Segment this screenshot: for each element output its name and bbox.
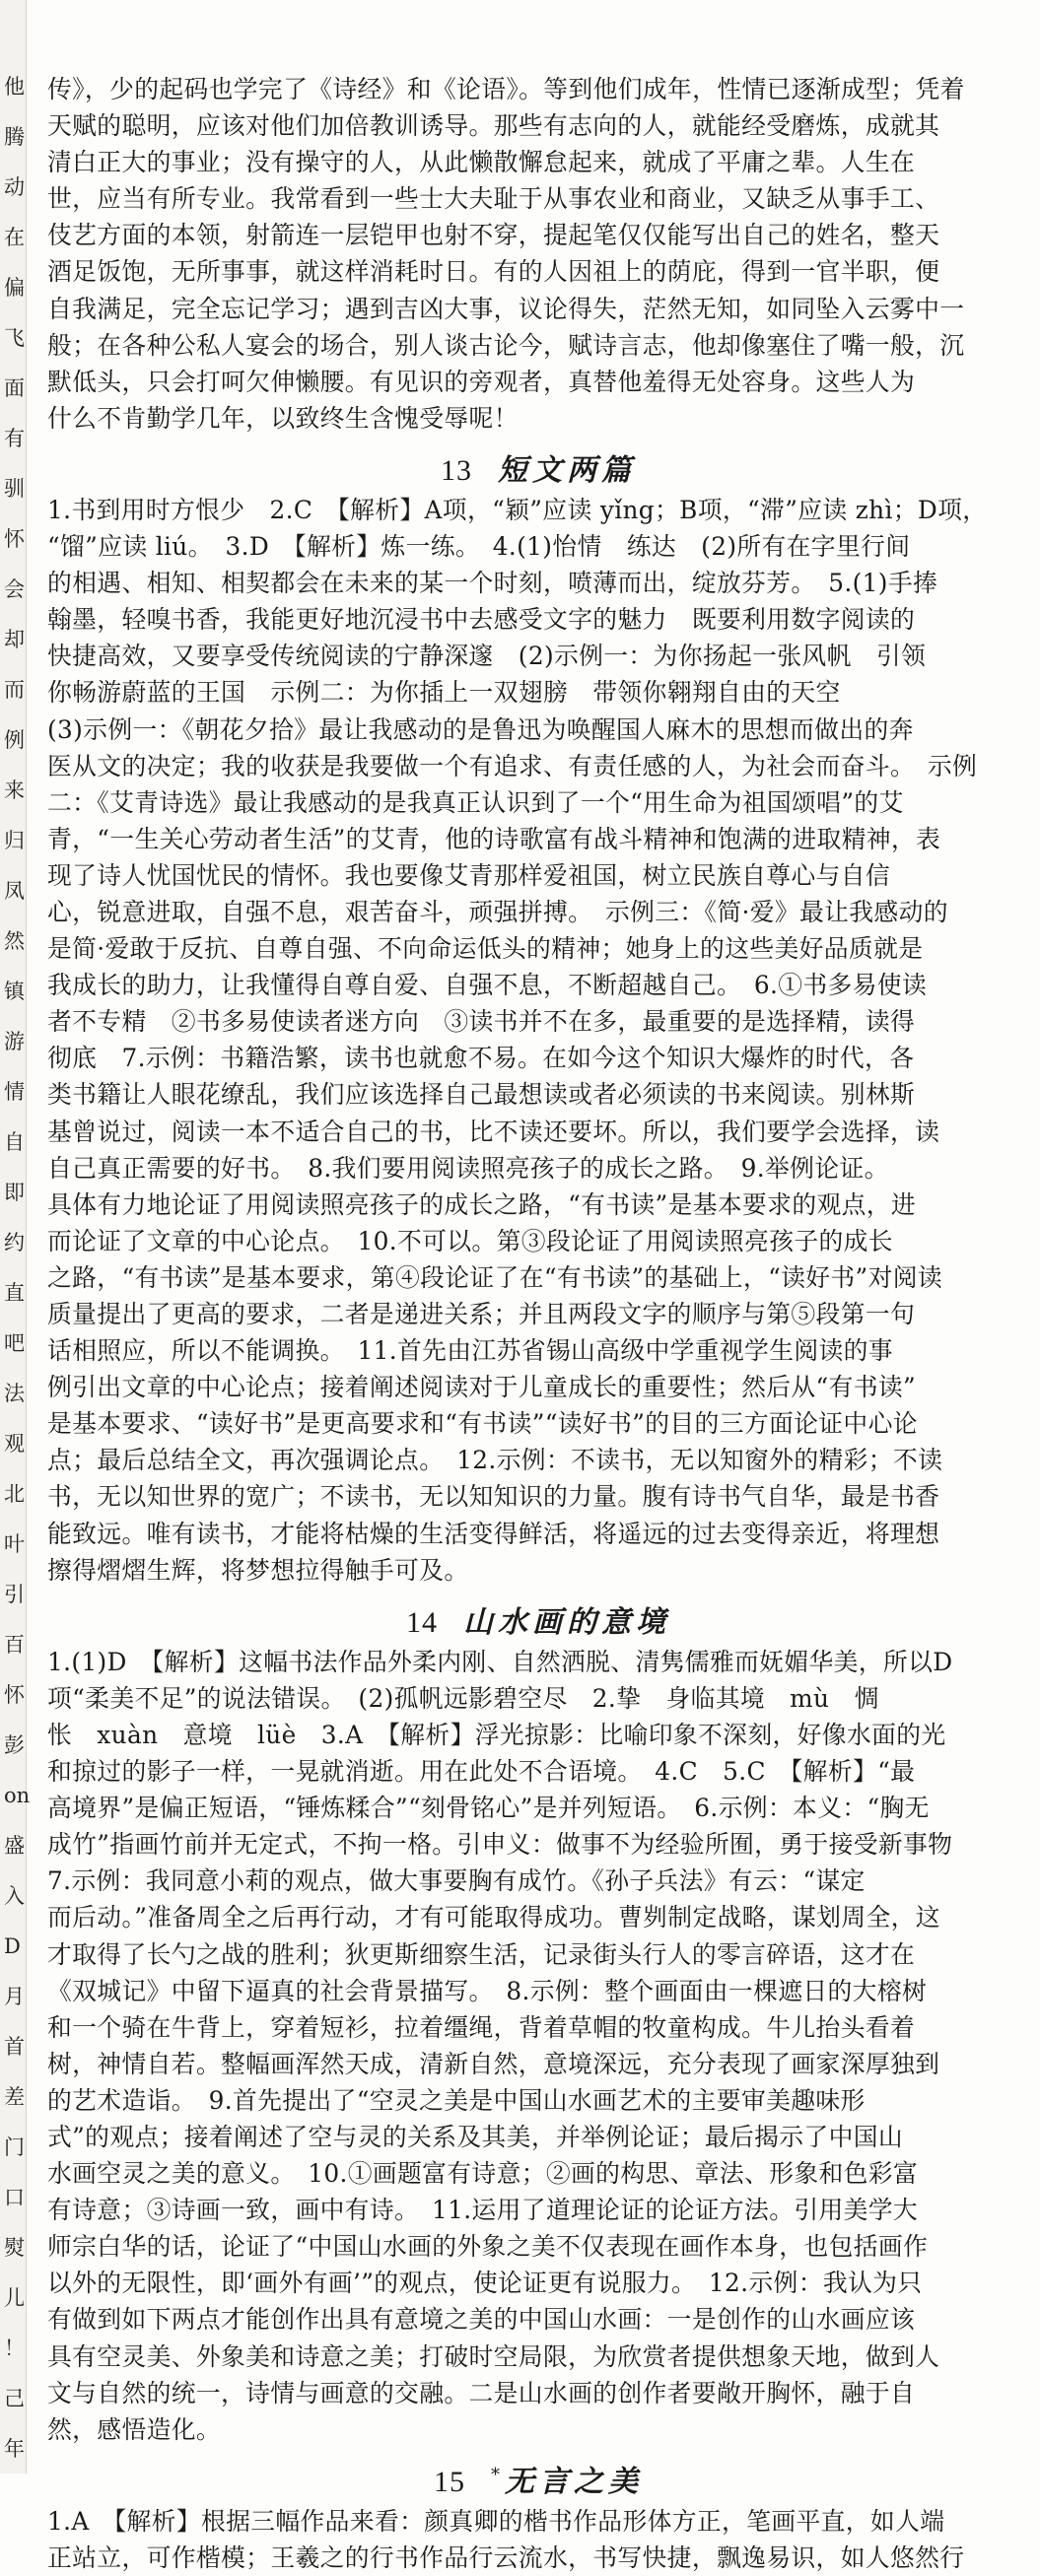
margin-char: 吧 <box>4 1331 25 1355</box>
margin-char: 然 <box>4 929 25 953</box>
margin-char: 约 <box>4 1231 25 1254</box>
text-line: 1.书到用时方恨少 2.C 【解析】A项，“颖”应读 yǐng；B项，“滞”应读 zhì；D项， <box>47 495 988 524</box>
text-line: 和一个骑在牛背上，穿着短衫，拉着缰绳，背着草帽的牧童构成。牛儿抬头看着 <box>47 2012 916 2042</box>
margin-char: 来 <box>4 779 25 802</box>
margin-char: 北 <box>4 1482 25 1506</box>
text-line: 具体有力地论证了用阅读照亮孩子的成长之路，“有书读”是基本要求的观点，进 <box>47 1189 917 1219</box>
margin-char: 动 <box>4 175 25 199</box>
margin-char: 会 <box>4 577 25 601</box>
text-line: 之路，“有书读”是基本要求，第④段论证了在“有书读”的基础上，“读好书”对阅读 <box>47 1262 943 1292</box>
section-heading <box>47 1589 1029 1644</box>
text-line: 师宗白华的话，论证了“中国山水画的外象之美不仅表现在画作本身，也包括画作 <box>47 2232 929 2262</box>
text-line: 快捷高效，又要享受传统阅读的宁静深邃 (2)示例一：为你扬起一张风帆 引领 <box>47 642 927 671</box>
text-line: 彻底 7.示例：书籍浩繁，读书也就愈不易。在如今这个知识大爆炸的时代，各 <box>47 1044 915 1073</box>
section-heading <box>47 437 1029 492</box>
text-line: 世，应当有所专业。我常看到一些士大夫耻于从事农业和商业，又缺乏从事手工、 <box>47 184 940 214</box>
text-line: 1.(1)D 【解析】这幅书法作品外柔内刚、自然洒脱、清隽儒雅而妩媚华美，所以D <box>47 1647 953 1676</box>
text-line: 心，锐意进取，自强不息，艰苦奋斗，顽强拼搏。 示例三：《简·爱》最让我感动的 <box>47 897 948 926</box>
answer-page-content <box>47 71 1029 2576</box>
margin-char: 游 <box>4 1030 25 1053</box>
margin-char: 他 <box>4 75 25 99</box>
text-line: 者不专精 ②书多易使读者迷方向 ③读书并不在多，最重要的是选择精，读得 <box>47 1007 916 1037</box>
text-line: 天赋的聪明，应该对他们加倍教训诱导。那些有志向的人，就能经受磨炼，成就其 <box>47 111 940 141</box>
text-line: 书，无以知世界的宽广；不读书，无以知知识的力量。腹有诗书气自华，最是书香 <box>47 1482 940 1512</box>
margin-char: 腾 <box>4 125 25 149</box>
margin-char: 即 <box>4 1181 25 1204</box>
text-line: 而后动。”准备周全之后再行动，才有可能取得成功。曹刿制定战略，谋划周全，这 <box>47 1903 940 1932</box>
text-line: 点；最后总结全文，再次强调论点。 12.示例：不读书，无以知窗外的精彩；不读 <box>47 1446 943 1475</box>
margin-char: 面 <box>4 376 25 400</box>
margin-char: 归 <box>4 829 25 852</box>
margin-char: 门 <box>4 2135 25 2159</box>
margin-char: 情 <box>4 1080 25 1104</box>
text-line: 酒足饭饱，无所事事，就这样消耗时日。有的人因祖上的荫庇，得到一官半职，便 <box>47 257 940 287</box>
text-line: 擦得熠熠生辉，将梦想拉得触手可及。 <box>47 1555 469 1585</box>
margin-char: D <box>4 1934 21 1958</box>
text-line: 《双城记》中留下逼真的社会背景描写。 8.示例：整个画面由一棵遮日的大榕树 <box>47 1976 928 2005</box>
text-line: 和掠过的影子一样，一晃就消逝。用在此处不合语境。 4.C 5.C 【解析】“最 <box>47 1757 916 1787</box>
text-line: 类书籍让人眼花缭乱，我们应该选择自己最想读或者必须读的书来阅读。别林斯 <box>47 1080 916 1110</box>
section-title: 短文两篇 <box>498 452 636 488</box>
text-line: 文与自然的统一，诗情与画意的交融。二是山水画的创作者要敞开胸怀，融于自 <box>47 2378 916 2407</box>
text-line: 水画空灵之美的意义。 10.①画题富有诗意；②画的构思、章法、形象和色彩富 <box>47 2159 919 2189</box>
margin-char: 怀 <box>4 1683 25 1707</box>
text-line: 能致远。唯有读书，才能将枯燥的生活变得鲜活，将遥远的过去变得亲近，将理想 <box>47 1519 940 1548</box>
text-line: 传》，少的起码也学完了《诗经》和《论语》。等到他们成年，性情已逐渐成型；凭着 <box>47 75 965 103</box>
margin-char: 却 <box>4 628 25 651</box>
text-line: “馏”应读 liú。 3.D 【解析】炼一练。 4.(1)怡情 练达 (2)所有在字里行间 <box>47 532 911 562</box>
text-line: 的艺术造诣。 9.首先提出了“空灵之美是中国山水画艺术的主要审美趣味形 <box>47 2085 866 2115</box>
text-line: 的相遇、相知、相契都会在未来的某一个时刻，喷薄而出，绽放芬芳。 5.(1)手捧 <box>47 569 938 598</box>
text-line: 才取得了长勺之战的胜利；狄更斯细察生活，记录街头行人的零言碎语，这才在 <box>47 1939 916 1969</box>
margin-char: 盛 <box>4 1834 25 1858</box>
margin-char: on <box>4 1784 31 1807</box>
margin-char: 首 <box>4 2035 25 2059</box>
margin-char: 自 <box>4 1130 25 1154</box>
text-line: 1.A 【解析】根据三幅作品来看：颜真卿的楷书作品形体方正，笔画平直，如人端 <box>47 2506 945 2536</box>
text-line: 成竹”指画竹前并无定式，不拘一格。引申义：做事不为经验所囿，勇于接受新事物 <box>47 1830 953 1860</box>
text-line: 自我满足，完全忘记学习；遇到吉凶大事，议论得失，茫然无知，如同坠入云雾中一 <box>47 294 965 323</box>
text-line: 般；在各种公私人宴会的场合，别人谈古论今，赋诗言志，他却像塞住了嘴一般，沉 <box>47 330 965 360</box>
text-line: 清白正大的事业；没有操守的人，从此懒散懈怠起来，就成了平庸之辈。人生在 <box>47 148 916 177</box>
left-margin-strip <box>0 0 31 2474</box>
text-line: 项“柔美不足”的说法错误。 (2)孤帆远影碧空尽 2.挚 身临其境 mù 惆 <box>47 1683 879 1713</box>
margin-char: 熨 <box>4 2236 25 2260</box>
margin-char: 引 <box>4 1583 25 1606</box>
margin-char: 镇 <box>4 980 25 1003</box>
text-line: 我成长的助力，让我懂得自尊自爱、自强不息，不断超越自己。 6.①书多易使读 <box>47 971 928 1000</box>
text-line: 以外的无限性，即‘画外有画’”的观点，使论证更有说服力。 12.示例：我认为只 <box>47 2269 923 2298</box>
text-line: 什么不肯勤学几年，以致终生含愧受辱呢！ <box>47 403 519 433</box>
text-line: 例引出文章的中心论点；接着阐述阅读对于儿童成长的重要性；然后从“有书读” <box>47 1373 917 1402</box>
margin-char: 飞 <box>4 326 25 350</box>
text-line: 正站立，可作楷模；王羲之的行书作品行云流水，书写快捷，飘逸易识，如人悠然行 <box>47 2542 965 2572</box>
text-line: 翰墨，轻嗅书香，我能更好地沉浸书中去感受文字的魅力 既要利用数字阅读的 <box>47 605 916 635</box>
text-line: 伎艺方面的本领，射箭连一层铠甲也射不穿，提起笔仅仅能写出自己的姓名，整天 <box>47 221 940 250</box>
text-line: 式”的观点；接着阐述了空与灵的关系及其美，并举例论证；最后揭示了中国山 <box>47 2122 904 2151</box>
text-line: 有诗意；③诗画一致，画中有诗。 11.运用了道理论证的论证方法。引用美学大 <box>47 2196 919 2225</box>
text-line: 树，神情自若。整幅画浑然天成，清新自然，意境深远，充分表现了画家深厚独到 <box>47 2049 940 2078</box>
section-star: * <box>491 2464 505 2485</box>
text-line: 医从文的决定；我的收获是我要做一个有追求、有责任感的人，为社会而奋斗。 示例 <box>47 751 978 780</box>
text-line: 而论证了文章的中心论点。 10.不可以。第③段论证了用阅读照亮孩子的成长 <box>47 1226 893 1255</box>
text-line: 现了诗人忧国忧民的情怀。我也要像艾青那样爱祖国，树立民族自尊心与自信 <box>47 860 890 890</box>
text-line: 青，“一生关心劳动者生活”的艾青，他的诗歌富有战斗精神和饱满的进取精神，表 <box>47 824 941 853</box>
text-line: 你畅游蔚蓝的王国 示例二：为你插上一双翅膀 带领你翱翔自由的天空 <box>47 678 841 708</box>
margin-char: 驯 <box>4 477 25 501</box>
text-line: 是基本要求、“读好书”是更高要求和“有书读”“读好书”的目的三方面论证中心论 <box>47 1409 918 1439</box>
text-line: 高境界”是偏正短语，“锤炼糅合”“刻骨铭心”是并列短语。 6.示例：本义：“胸无 <box>47 1794 930 1823</box>
section-number: 15 <box>434 2465 465 2498</box>
text-line: 基曾说过，阅读一本不适合自己的书，比不读还要坏。所以，我们要学会选择，读 <box>47 1117 940 1146</box>
margin-char: 月 <box>4 1985 25 2008</box>
text-line: 质量提出了更高的要求，二者是递进关系；并且两段文字的顺序与第⑤段第一句 <box>47 1300 916 1328</box>
margin-char: ！ <box>4 2337 25 2360</box>
margin-char: 偏 <box>4 276 25 300</box>
margin-char: 凤 <box>4 879 25 903</box>
text-line: (3)示例一：《朝花夕拾》最让我感动的是鲁迅为唤醒国人麻木的思想而做出的奔 <box>47 714 914 744</box>
margin-char: 儿 <box>4 2286 25 2310</box>
text-line: 自己真正需要的好书。 8.我们要用阅读照亮孩子的成长之路。 9.举例论证。 <box>47 1153 889 1183</box>
margin-char: 在 <box>4 226 25 249</box>
margin-char: 己 <box>4 2387 25 2410</box>
margin-char: 叶 <box>4 1532 25 1556</box>
text-line: 二：《艾青诗选》最让我感动的是我真正认识到了一个“用生命为祖国颂唱”的艾 <box>47 787 904 817</box>
section-heading <box>47 2448 1029 2503</box>
text-line: 有做到如下两点才能创作出具有意境之美的中国山水画：一是创作的山水画应该 <box>47 2305 916 2335</box>
margin-char: 观 <box>4 1432 25 1456</box>
text-line: 话相照应，所以不能调换。 11.首先由江苏省锡山高级中学重视学生阅读的事 <box>47 1336 893 1366</box>
margin-char: 怀 <box>4 527 25 551</box>
text-line: 是简·爱敢于反抗、自尊自强、不向命运低头的精神；她身上的这些美好品质就是 <box>47 934 924 964</box>
margin-char: 入 <box>4 1884 25 1908</box>
margin-char: 有 <box>4 427 25 450</box>
margin-char: 年 <box>4 2437 25 2461</box>
section-number: 14 <box>406 1605 438 1639</box>
section-title: 山水画的意境 <box>463 1604 670 1640</box>
text-line: 默低头，只会打呵欠伸懒腰。有见识的旁观者，真替他羞得无处容身。这些人为 <box>47 367 916 396</box>
margin-char: 百 <box>4 1633 25 1657</box>
margin-char: 彭 <box>4 1733 25 1757</box>
margin-char: 例 <box>4 728 25 752</box>
margin-char: 而 <box>4 678 25 702</box>
margin-char: 口 <box>4 2186 25 2209</box>
margin-char: 法 <box>4 1382 25 1405</box>
text-line: 怅 xuàn 意境 lüè 3.A 【解析】浮光掠影：比喻印象不深刻，好像水面的光 <box>47 1720 946 1749</box>
text-line: 7.示例：我同意小莉的观点，做大事要胸有成竹。《孙子兵法》有云：“谋定 <box>47 1866 866 1896</box>
section-number: 13 <box>441 453 472 487</box>
section-title: 无言之美 <box>505 2464 643 2499</box>
text-line: 然，感悟造化。 <box>47 2414 222 2444</box>
margin-char: 直 <box>4 1281 25 1305</box>
text-line: 具有空灵美、外象美和诗意之美；打破时空局限，为欣赏者提供想象天地，做到人 <box>47 2341 940 2371</box>
margin-char: 差 <box>4 2085 25 2109</box>
